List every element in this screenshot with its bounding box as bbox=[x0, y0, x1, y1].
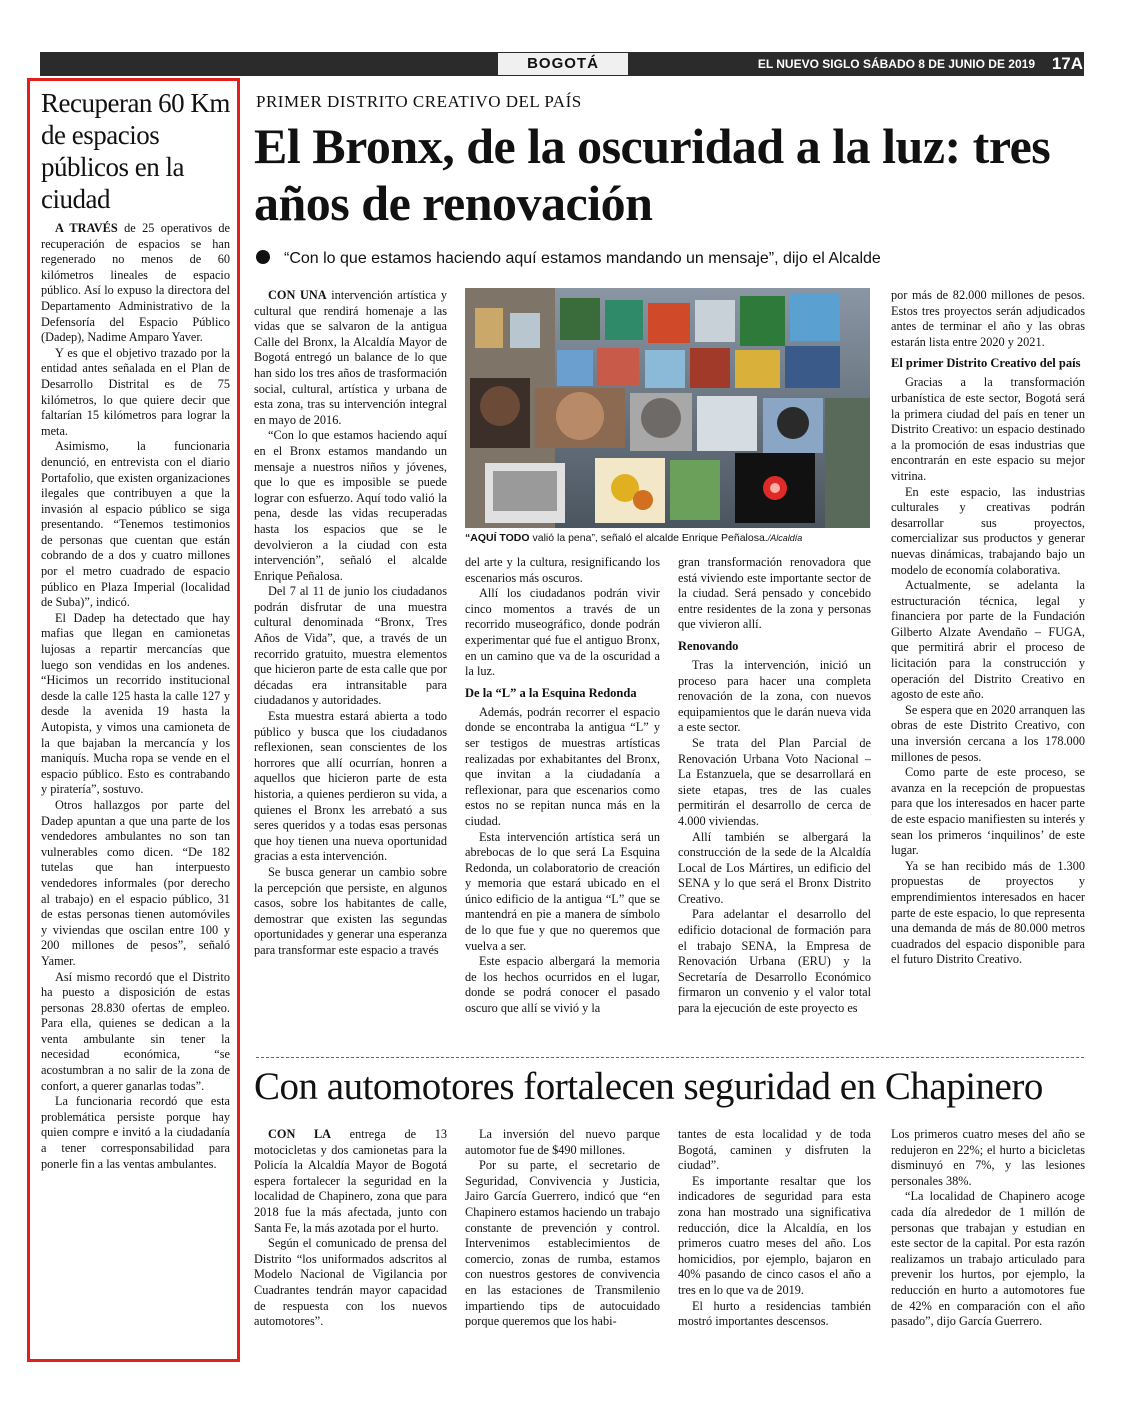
article-subheading: El primer Distrito Creativo del país bbox=[891, 356, 1081, 371]
article-paragraph: Allí también se albergará la construcción de la sede de la Alcaldía Local de Los Mártires, un edificio del SENA y lo que será el Bronx Distrito Creativo. bbox=[678, 829, 871, 906]
page-number: 17A bbox=[1051, 54, 1083, 73]
article2-column-4 bbox=[891, 1127, 1085, 1357]
sidebar-headline: Recuperan 60 Km de espacios públicos en la ciudad bbox=[41, 88, 230, 214]
publication-date-line: EL NUEVO SIGLO SÁBADO 8 DE JUNIO DE 2019 bbox=[757, 57, 1035, 71]
sidebar-paragraph: El Dadep ha detectado que hay mafias que llegan en camionetas lujosas a repartir mercancías que luego son vendidas en los andenes. “Hicimos un recorrido institucional desde la calle 125 hasta la calle 127 y desde la avenida 19 hasta la Autopista, y vimos una camioneta de la que bajaban la mercancía y los maniquís. Mucha ropa se vende en el espacio público. Esto es contrabando y piratería”, sostuvo. bbox=[41, 610, 230, 797]
article-paragraph: “Con lo que estamos haciendo aquí en el Bronx estamos mandando un mensaje a nuestros niños y jóvenes, que lo que es imposible se puede lograr con esfuerzo. Aquí todo valió la pena, desde las vidas recuperadas hasta los espacios que se le devolvieron a la ciudad con esta intervención”, señaló el alcalde Enrique Peñalosa. bbox=[254, 428, 447, 583]
article-paragraph: Se trata del Plan Parcial de Renovación Urbana Voto Nacional – La Estanzuela, que se desarrollará en siete etapas, tres de las cuales permitirán el desarrollo de cerca de 4.000 viviendas. bbox=[678, 735, 871, 828]
article-paragraph: La inversión del nuevo parque automotor fue de $490 millones. bbox=[465, 1127, 660, 1157]
article-paragraph: por más de 82.000 millones de pesos. Estos tres proyectos serán adjudicados antes de terminar el año y las obras estarán lista entre 2020 y 2021. bbox=[891, 288, 1085, 349]
article-paragraph: Del 7 al 11 de junio los ciudadanos podrán disfrutar de una muestra cultural denominada “Bronx, Tres Años de Vida”, que, a través de un recorrido gratuito, muestra elementos que hicieron parte de esta calle que por décadas era intransitable para ciudadanos y autoridades. bbox=[254, 584, 447, 708]
article-paragraph: gran transformación renovadora que está viviendo este importante sector de la ciudad. Será pensado y concebido entre residentes de la zona y personas que vivieron allí. bbox=[678, 555, 871, 632]
photo-caption: “AQUÍ TODO valió la pena”, señaló el alcalde Enrique Peñalosa./Alcaldía bbox=[465, 532, 803, 544]
sidebar-paragraph: A TRAVÉS de 25 operativos de recuperación de espacios se han regenerado no menos de 60 kilómetros lineales de espacio público. Así lo expuso la directora del Departamento Administrativo de la Defensoría del Espacio Público (Dadep), Nadime Amparo Yaver. bbox=[41, 221, 230, 345]
article-column-4 bbox=[891, 288, 1085, 1050]
article-paragraph: Allí los ciudadanos podrán vivir cinco momentos a través de un recorrido museográfico, donde podrán experimentar qué fue el antiguo Bronx, en un camino que va de la oscuridad a la luz. bbox=[465, 586, 660, 679]
article-paragraph: Actualmente, se adelanta la estructuración técnica, legal y financiera por parte de la Fundación Gilberto Alzate Avendaño – FUGA, que permitirá abrir el proceso de licitación para la construcción y operación del Distrito Creativo en agosto de este año. bbox=[891, 578, 1085, 702]
bullet-icon bbox=[256, 250, 270, 264]
article-column-1: CON UNA intervención artística y cultural que rendirá homenaje a las vidas que se salvaron de la antigua Calle del Bronx, la Alcaldía Mayor de Bogotá entregó un balance de lo que han sido los tres años de trasformación social, cultural, artística y urbana de esta zona, tras su intervención integral en mayo de 2016. “Con lo que estamos haciendo aquí en el Bronx estamos mandando un mensaje a nuestros niños y jóvenes, que lo que es imposible se puede lograr con esfuerzo. Aquí todo valió la pena, desde las vidas recuperadas hasta los espacios que se le devolvieron a la ciudad con esta intervención”, señaló el alcalde Enrique Peñalosa. Del 7 al 11 de junio los ciudadanos podrán disfrutar de una muestra cultural denominada “Bronx, Tres Años de Vida”, que, a través de un recorrido gratuito, muestra elementos que hicieron parte de esta calle que por décadas era intransitable para ciudadanos y autoridades. Esta muestra estará abierta a todo público y busca que los ciudadanos reflexionen, sean conscientes de los horrores que allí ocurrían, honren a aquellos que hicieron parte de esta historia, a quienes perdieron su vida, a quienes el Bronx les arrebató a sus seres queridos y a todas esas personas que hoy tienen una nueva oportunidad gracias a esta intervención. Se busca generar un cambio sobre la percepción que persiste, en algunos casos, sobre los habitantes de calle, demostrar que existen las segundas oportunidades y generar una esperanza para transformar este espacio a través bbox=[254, 288, 447, 957]
section-divider bbox=[256, 1057, 1084, 1058]
article-paragraph: Se busca generar un cambio sobre la percepción que persiste, en algunos casos, sobre los habitantes de calle, demostrar que existen las segundas oportunidades y generar una esperanza para transformar este espacio a través bbox=[254, 864, 447, 957]
article-paragraph: En este espacio, las industrias culturales y creativas podrán desarrollar sus proyectos, comercializar sus productos y generar nuevas dinámicas, trabajando bajo un modelo de economía colaborativa. bbox=[891, 484, 1085, 577]
article2-headline: Con automotores fortalecen seguridad en Chapinero bbox=[254, 1065, 1043, 1108]
article-headline: El Bronx, de la oscuridad a la luz: tres años de renovación bbox=[254, 118, 1051, 231]
article-paragraph: Este espacio albergará la memoria de los hechos ocurridos en el lugar, donde se podrá conocer el pasado oscuro que allí se vivió y la bbox=[465, 954, 660, 1016]
section-label: BOGOTÁ bbox=[498, 53, 628, 75]
article-kicker: PRIMER DISTRITO CREATIVO DEL PAÍS bbox=[256, 92, 582, 111]
article-paragraph: Es importante resaltar que los indicadores de seguridad para esta zona han mostrado una significativa reducción, dice la Alcaldía, en los primeros cuatro meses del año. Los homicidios, por ejemplo, bajaron en 40% pasando de cinco casos el año a tres en lo que va de 2019. bbox=[678, 1173, 871, 1297]
article-lead: CON UNA bbox=[268, 288, 327, 302]
article-paragraph: Esta muestra estará abierta a todo público y busca que los ciudadanos reflexionen, sean conscientes de los horrores que allí ocurrían, honren a aquellos que hicieron parte de esta historia, a quienes perdieron su vida, a quienes el Bronx les arrebató a sus seres queridos y a todas esas personas que hoy tienen una nueva oportunidad gracias a esta intervención. bbox=[254, 709, 447, 864]
sidebar-paragraph: Asimismo, la funcionaria denunció, en entrevista con el diario Portafolio, que existen organizaciones ilegales que contribuyen a que la invasión al espacio público se siga presentando. “Tenemos testimonios de personas que cuentan que están cobrando de a dos y cuatro millones por el metro cuadrado de espacio público en Plaza Imperial (localidad de Suba)”, indicó. bbox=[41, 439, 230, 610]
article-paragraph: Ya se han recibido más de 1.300 propuestas de proyectos y emprendimientos interesados en hacer parte de este espacio, lo que representa una demanda de más de 80.000 metros cuadrados del espacio disponible para el futuro Distrito Creativo. bbox=[891, 858, 1085, 967]
article-subheading: De la “L” a la Esquina Redonda bbox=[465, 685, 637, 700]
article-paragraph: Tras la intervención, inició un proceso para hacer una completa renovación de la zona, con nuevos equipamientos que le darán nueva vida a este sector. bbox=[678, 657, 871, 735]
article-column-2 bbox=[465, 555, 660, 1050]
sidebar-paragraph: Así mismo recordó que el Distrito ha puesto a disposición de estas personas 28.830 ofertas de empleo. Para ella, quienes se dedican a la venta ambulante sin tener la necesidad económica, “se acostumbran a no salir de la zona de confort, a querer ganarlas todas”. bbox=[41, 969, 230, 1093]
article-paragraph: Como parte de este proceso, se avanza en la recepción de propuestas para que los interesados en hacer parte de este espacio manifiesten su interés y sean los primeros ‘inquilinos’ de este lugar. bbox=[891, 765, 1085, 858]
photo-art-installation bbox=[465, 288, 870, 528]
article-paragraph: del arte y la cultura, resignificando los escenarios más oscuros. bbox=[465, 555, 660, 585]
article-paragraph: Los primeros cuatro meses del año se redujeron en 22%; el hurto a bicicletas disminuyó en 7%, y las lesiones personales 38%. bbox=[891, 1127, 1085, 1188]
sidebar-paragraph: Y es que el objetivo trazado por la entidad antes señalada en el Plan de Desarrollo Distrital es de 75 kilómetros, lo que quiere decir que faltarían 15 kilómetros para lograr la meta. bbox=[41, 345, 230, 438]
article-paragraph: Se espera que en 2020 arranquen las obras de este Distrito Creativo, con una inversión cercana a los 178.000 millones de pesos. bbox=[891, 702, 1085, 764]
article-subheading: Renovando bbox=[678, 638, 739, 653]
sidebar-lead: A TRAVÉS bbox=[55, 221, 118, 235]
article-paragraph: Para adelantar el desarrollo del edificio dotacional de formación para el trabajo SENA, la Empresa de Renovación Urbana (ERU) y la Secretaría de Desarrollo Económico firmaron un convenio y el valor total para la ejecución de este proyecto es bbox=[678, 907, 871, 1016]
article-paragraph: Además, podrán recorrer el espacio donde se encontraba la antigua “L” y ser testigos de muestras artísticas realizadas por exhabitantes del Bronx, que invitan a la ciudadanía a reflexionar, para que escenarios como estos no se repitan nunca más en la ciudad. bbox=[465, 704, 660, 828]
article-paragraph: tantes de esta localidad y de toda Bogotá, caminen y disfruten la ciudad”. bbox=[678, 1127, 871, 1173]
article-paragraph: Según el comunicado de prensa del Distrito “los uniformados adscritos al Modelo Nacional de Vigilancia por Cuadrantes tendrán mayor capacidad de respuesta con los nuevos automotores”. bbox=[254, 1236, 447, 1329]
article2-column-3 bbox=[678, 1127, 871, 1357]
article-paragraph: Esta intervención artística será un abrebocas de lo que será La Esquina Redonda, un colaboratorio de creación y memoria que estará ubicado en el único edificio de la antigua “L” que se mantendrá en pie a manera de símbolo de lo que fue y que no queremos que vuelva a ser. bbox=[465, 829, 660, 953]
article-column-3 bbox=[678, 555, 871, 1050]
sidebar-article bbox=[27, 78, 240, 1362]
sidebar-paragraph: Otros hallazgos por parte del Dadep apuntan a que una parte de los vendedores ambulantes no son tan vulnerables como dicen. “De 182 tutelas que han interpuesto vendedores informales (por derecho al trabajo) en el espacio público, 31 de estas personas tienen automóviles y viviendas que oscilan entre 100 y 200 millones de pesos”, señaló Yamer. bbox=[41, 797, 230, 968]
article-paragraph: “La localidad de Chapinero acoge cada día alrededor de 1 millón de personas que trabajan y estudian en este sector de la capital. Por esta razón realizamos un trabajo articulado para prevenir los hurtos, por ejemplo, la reducción en hurto a automotores fue de 42% en comparación con el año pasado”, dijo García Guerrero. bbox=[891, 1189, 1085, 1329]
article-paragraph: El hurto a residencias también mostró importantes descensos. bbox=[678, 1298, 871, 1329]
article-subheadline: “Con lo que estamos haciendo aquí estamos mandando un mensaje”, dijo el Alcalde bbox=[256, 250, 881, 268]
photo-credit: /Alcaldía bbox=[767, 533, 803, 543]
article-paragraph: Por su parte, el secretario de Seguridad, Convivencia y Justicia, Jairo García Guerrero, indicó que “en Chapinero estamos haciendo un trabajo constante de prevención y control. Intervenimos establecimientos de comercio, zonas de rumba, estamos con nuestros gestores de convivencia en las estaciones de Transmilenio impartiendo tips de autocuidado porque queremos que los habi- bbox=[465, 1158, 660, 1329]
article2-column-1: CON LA entrega de 13 motocicletas y dos camionetas para la Policía la Alcaldía Mayor de Bogotá espera fortalecer la seguridad en la localidad de Chapinero, zona que para 2018 fue la más afectada, junto con Santa Fe, la más azotada por el hurto. Según el comunicado de prensa del Distrito “los uniformados adscritos al Modelo Nacional de Vigilancia por Cuadrantes tendrán mayor capacidad de respuesta con los nuevos automotores”. bbox=[254, 1127, 447, 1329]
sidebar-paragraph: La funcionaria recordó que esta problemática persiste porque hay quien compre e invitó a la ciudadanía a tener corresponsabilidad para ponerle fin a las ventas ambulantes. bbox=[41, 1094, 230, 1171]
article-photo bbox=[465, 288, 870, 528]
article2-column-2 bbox=[465, 1127, 660, 1357]
article-paragraph: Gracias a la transformación urbanística de este sector, Bogotá será la primera ciudad del país en tener un Distrito Creativo: un espacio destinado a la promoción de esas industrias que encontrarán en este espacio su mejor vitrina. bbox=[891, 375, 1085, 483]
article2-lead: CON LA bbox=[268, 1127, 332, 1141]
